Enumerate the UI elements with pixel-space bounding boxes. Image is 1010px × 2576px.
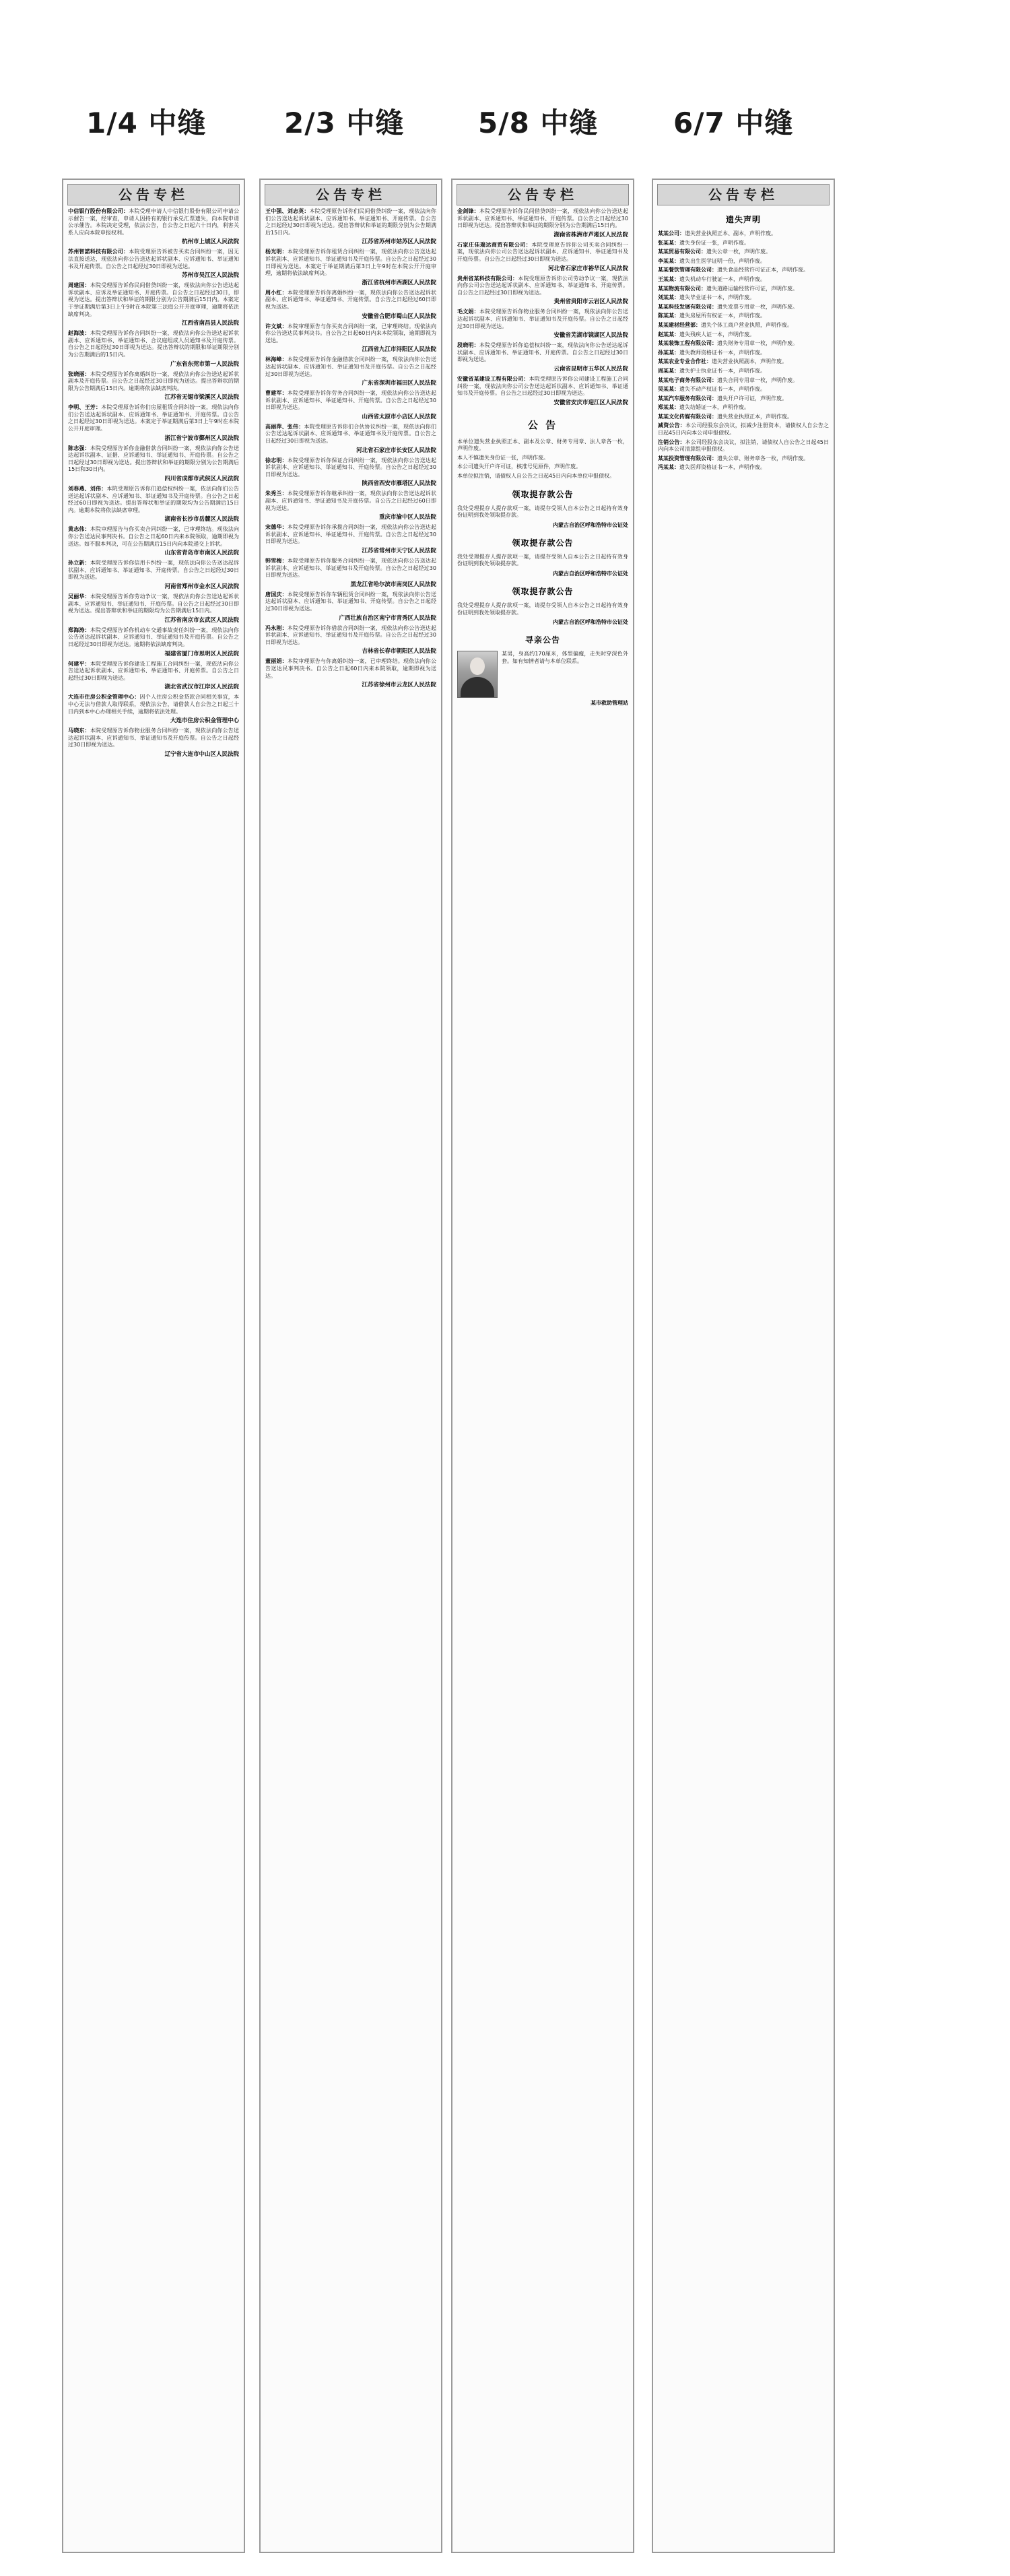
notice-text: 本院受理原告诉你保证合同纠纷一案，现依法向你公告送达起诉状副本、应诉通知书、举证通知书、开庭传票。自公告之日起经过30日即视为送达。 xyxy=(265,457,437,478)
notice-text: 本院受理申请人中信银行股份有限公司申请公示催告一案，经审查，申请人因持有的银行承兑汇票遗失，向本院申请公示催告。本院决定受理，依法公告，自公告之日起六十日内，利害关系人应向本院申报权利。 xyxy=(68,208,240,236)
notice-paragraph xyxy=(265,457,436,479)
column-body xyxy=(63,208,244,759)
notice-paragraph xyxy=(658,331,829,339)
notice-column-1 xyxy=(62,179,245,2553)
notice-addressee: 某某建材经营部： xyxy=(658,321,701,328)
court-name: 山西省太原市小店区人民法院 xyxy=(362,413,436,420)
notice-paragraph xyxy=(68,661,239,682)
notice-column-3 xyxy=(451,179,634,2553)
court-name: 江苏省无锡市梁溪区人民法院 xyxy=(164,394,239,401)
notice-paragraph xyxy=(658,455,829,463)
court-name: 福建省厦门市思明区人民法院 xyxy=(164,650,239,657)
notice-text: 本院受理原告诉你劳动争议一案，现依法向你公告送达起诉状副本、应诉通知书、举证通知书、开庭传票。自公告之日起经过30日即视为送达。提出答辩状和举证的期限均为公告期满后15日内。 xyxy=(68,593,240,614)
notice-text: 遗失道路运输经营许可证，声明作废。 xyxy=(706,285,798,292)
notice-paragraph xyxy=(68,526,239,548)
notice-addressee: 某某贸易有限公司： xyxy=(658,249,706,255)
column-body xyxy=(261,208,441,689)
notice-text: 本院审理原告与你离婚纠纷一案，已审理终结。现依法向你公告送达民事判决书。自公告之日起60日内来本院领取，逾期即视为送达。 xyxy=(265,658,437,679)
claim-text: 我处受理提存人提存款项一案，请提存受领人自本公告之日起持有效身份证明到我处领取提存款。 xyxy=(457,505,628,519)
court-name: 湖南省株洲市芦淞区人民法院 xyxy=(553,231,628,238)
notice-addressee: 某某物流有限公司： xyxy=(658,285,706,292)
notice-paragraph xyxy=(658,340,829,348)
notice-addressee: 周建国： xyxy=(68,282,90,289)
notice-paragraph xyxy=(265,625,436,647)
column-body xyxy=(653,214,834,472)
notice-text: 本院受理原告诉你们合伙协议纠纷一案，现依法向你们公告送达起诉状副本、应诉通知书、举证通知书及开庭传票。自公告之日起经过30日即视为送达。 xyxy=(265,423,437,445)
notice-addressee: 陈某某： xyxy=(658,313,679,319)
missing-person-signature: 某市救助管理站 xyxy=(591,700,628,707)
notice-paragraph xyxy=(658,414,829,421)
fold-label-1: 1/4 中缝 xyxy=(86,106,207,139)
court-name: 河北省石家庄市裕华区人民法院 xyxy=(547,265,628,272)
notice-paragraph xyxy=(457,276,628,297)
fold-label-3: 5/8 中缝 xyxy=(478,106,599,139)
notice-addressee: 陈志强： xyxy=(68,445,90,451)
notice-text: 本院受理原告诉你合同纠纷一案，现依法向你公告送达起诉状副本、应诉通知书、举证通知书、合议庭组成人员通知书及开庭传票。自公告之日起经过30日即视为送达。提出答辩状的期限和举证期限分别为公告期满后的15日内。 xyxy=(68,330,240,358)
claim-heading: 领取提存款公告 xyxy=(512,538,574,548)
notice-text: 遗失身份证一张，声明作废。 xyxy=(679,239,749,246)
notice-text: 遗失开户许可证，声明作废。 xyxy=(717,395,787,401)
notice-text: 因个人住房公积金贷款合同相关事宜，本中心无法与借款人取得联系，现依法公告，请借款人自公告之日起三十日内到本中心办理相关手续，逾期将依法处理。 xyxy=(68,694,240,715)
notice-paragraph xyxy=(68,593,239,615)
notice-paragraph xyxy=(658,294,829,302)
court-name: 安徽省芜湖市镜湖区人民法院 xyxy=(553,332,628,340)
court-name: 江苏省徐州市云龙区人民法院 xyxy=(362,682,436,689)
section-heading: 遗失声明 xyxy=(725,215,761,224)
notice-text: 遗失医师资格证书一本，声明作废。 xyxy=(679,464,766,471)
court-name: 江西省南昌县人民法院 xyxy=(181,320,239,327)
notice-paragraph xyxy=(658,313,829,320)
notice-text: 本院审理原告与你买卖合同纠纷一案，已审理终结。现依法向你公告送达民事判决书。自公告之日起60日内来本院领取，逾期即视为送达。如不服本判决，可在公告期满后15日内向本院递交上诉状。 xyxy=(68,526,240,547)
notice-text: 本院受理原告诉你公司买卖合同纠纷一案，现依法向你公司公告送达起诉状副本、应诉通知书、举证通知书及开庭传票。自公告之日起经过30日即视为送达。 xyxy=(457,241,629,262)
claim-heading: 领取提存款公告 xyxy=(512,587,574,597)
notice-paragraph xyxy=(658,286,829,293)
notice-paragraph xyxy=(68,371,239,393)
notice-addressee: 张某某： xyxy=(658,239,679,246)
notice-text: 本院受理原告诉你金融借款合同纠纷一案，现依法向你公告送达起诉状副本、证据、应诉通知书、举证通知书、开庭传票。自公告之日起经过30日即视为送达。提出答辩状和举证的期限分别为公告期满后15日和30日内。 xyxy=(68,445,240,473)
claim-text: 我处受理提存人提存款项一案，请提存受领人自本公告之日起持有效身份证明到我处领取提存款。 xyxy=(457,602,628,616)
missing-person-text: 某男，身高约170厘米，体型偏瘦，走失时穿深色外套。如有知情者请与本单位联系。 xyxy=(502,651,628,664)
notice-text: 遗失护士执业证书一本，声明作废。 xyxy=(679,367,766,374)
notice-text: 遗失食品经营许可证正本，声明作废。 xyxy=(717,267,809,273)
notice-paragraph xyxy=(265,558,436,579)
announcement-paragraph: 本人不慎遗失身份证一张，声明作废。 xyxy=(457,454,549,461)
notice-addressee: 郑某某： xyxy=(658,404,679,411)
column-body xyxy=(452,208,633,707)
notice-addressee: 孙某某： xyxy=(658,349,679,356)
court-name: 云南省昆明市五华区人民法院 xyxy=(553,365,628,373)
notice-paragraph xyxy=(658,276,829,284)
notice-paragraph xyxy=(68,404,239,432)
notice-paragraph xyxy=(457,376,628,397)
column-header: 公告专栏 xyxy=(457,184,629,205)
notice-addressee: 段晓明： xyxy=(457,342,479,349)
claim-signature: 内蒙古自治区呼和浩特市公证处 xyxy=(553,571,628,577)
notice-paragraph xyxy=(265,490,436,512)
notice-paragraph xyxy=(68,560,239,581)
notice-paragraph xyxy=(658,230,829,238)
notice-text: 本院受理原告诉你们民间借贷纠纷一案，现依法向你们公告送达起诉状副本、应诉通知书、举证通知书、开庭传票。自公告之日起经过30日即视为送达。提出答辩状和举证的期限分别为公告期满后15日内。 xyxy=(265,208,437,236)
notice-text: 本院受理原告诉你租赁合同纠纷一案，现依法向你公告送达起诉状副本、应诉通知书、举证通知书及开庭传票。自公告之日起经过30日即视为送达。本案定于举证期满后第3日上午9时在本院公开开庭审理，逾期将依法缺席判决。 xyxy=(265,249,437,277)
notice-text: 遗失营业执照正本，声明作废。 xyxy=(717,413,793,420)
notice-text: 遗失残疾人证一本，声明作废。 xyxy=(679,331,755,337)
notice-addressee: 苏州智諾科技有限公司： xyxy=(68,249,129,255)
claim-signature: 内蒙古自治区呼和浩特市公证处 xyxy=(553,521,628,528)
notice-paragraph xyxy=(68,249,239,270)
announcement-paragraph: 本单位拟注销，请债权人自公告之日起45日内向本单位申报债权。 xyxy=(457,473,615,480)
notice-text: 本院审理原告与你买卖合同纠纷一案，已审理终结。现依法向你公告送达民事判决书。自公告之日起60日内来本院领取，逾期即视为送达。 xyxy=(265,323,437,344)
court-name: 江苏省常州市天宁区人民法院 xyxy=(362,548,436,554)
notice-addressee: 吴某某： xyxy=(658,386,679,393)
notice-paragraph xyxy=(68,694,239,715)
notice-addressee: 吴丽华： xyxy=(68,593,90,600)
notice-text: 遗失不动产权证书一本，声明作废。 xyxy=(679,386,766,393)
court-name: 杭州市上城区人民法院 xyxy=(181,238,239,246)
notice-addressee: 安徽省某建设工程有限公司： xyxy=(457,375,529,382)
notice-addressee: 某某电子商务有限公司： xyxy=(658,377,717,383)
notice-addressee: 李某某： xyxy=(658,257,679,264)
notice-text: 遗失公章、财务章各一枚，声明作废。 xyxy=(717,455,809,461)
notice-addressee: 宋德华： xyxy=(265,524,288,531)
notice-addressee: 徐志明： xyxy=(265,457,288,463)
notice-text: 本院受理原告诉被告买卖合同纠纷一案，因无法直接送达，现依法向你公告送达起诉状副本、应诉通知书、举证通知书及开庭传票。自公告之日起经过30日即视为送达。 xyxy=(68,249,240,269)
column-header: 公告专栏 xyxy=(657,184,830,205)
notice-paragraph xyxy=(658,368,829,375)
court-name: 江西省九江市浔阳区人民法院 xyxy=(362,346,436,354)
notice-text: 本院受理原告诉你离婚纠纷一案，现依法向你公告送达起诉状副本、应诉通知书、举证通知书、开庭传票。自公告之日起经过60日即视为送达。 xyxy=(265,289,437,310)
notice-addressee: 曹建军： xyxy=(265,390,288,397)
fold-label-4: 6/7 中缝 xyxy=(673,106,794,139)
notice-addressee: 某某餐饮管理有限公司： xyxy=(658,267,717,273)
notice-addressee: 唐国庆： xyxy=(265,591,288,598)
notice-paragraph xyxy=(457,242,628,263)
notice-addressee: 冯某某： xyxy=(658,464,679,471)
notice-paragraph xyxy=(68,330,239,358)
notice-paragraph xyxy=(658,240,829,247)
notice-text: 本院受理原告诉你离婚纠纷一案，现依法向你公告送达起诉状副本及开庭传票。自公告之日起经过30日即视为送达。提出答辩状的期限为公告期满后15日内。逾期将依法缺席判决。 xyxy=(68,371,240,391)
notice-paragraph xyxy=(265,424,436,445)
notice-paragraph xyxy=(265,524,436,546)
court-name: 陕西省西安市雁塔区人民法院 xyxy=(362,480,436,488)
announcement-paragraph: 本公司遗失开户许可证，核准号见原件，声明作废。 xyxy=(457,463,581,470)
announcement-paragraph: 本单位遗失营业执照正本、副本及公章、财务专用章、法人章各一枚，声明作废。 xyxy=(457,438,628,452)
notice-addressee: 韩雪梅： xyxy=(265,558,288,564)
notice-text: 本院受理原告诉你车辆租赁合同纠纷一案，现依法向你公告送达起诉状副本、应诉通知书、举证通知书、开庭传票。自公告之日起经过30日即视为送达。 xyxy=(265,591,437,612)
notice-addressee: 刘某某： xyxy=(658,294,679,301)
missing-person-row xyxy=(457,651,628,698)
notice-paragraph xyxy=(265,390,436,412)
notice-text: 本公司经股东会决议，拟注销，请债权人自公告之日起45日内向本公司清算组申报债权。 xyxy=(658,439,829,453)
notice-text: 本院受理原告诉你服务合同纠纷一案，现依法向你公告送达起诉状副本、应诉通知书、举证通知书及开庭传票。自公告之日起经过30日即视为送达。 xyxy=(265,558,437,579)
court-name: 广东省东莞市第一人民法院 xyxy=(170,360,239,368)
notice-paragraph xyxy=(265,249,436,277)
notice-addressee: 黄志伟： xyxy=(68,526,90,533)
notice-paragraph xyxy=(658,322,829,329)
notice-addressee: 毛文娟： xyxy=(457,309,479,315)
notice-text: 遗失出生医学证明一份，声明作废。 xyxy=(679,257,766,264)
missing-person-heading: 寻亲公告 xyxy=(525,635,560,645)
court-name: 大连市住房公积金管理中心 xyxy=(170,717,239,725)
notice-addressee: 金剑锋： xyxy=(457,208,479,214)
notice-addressee: 中信银行股份有限公司： xyxy=(68,208,129,214)
notice-text: 本院受理原告诉你公司劳动争议一案，现依法向你公司公告送达起诉状副本、应诉通知书、举证通知书、开庭传票。自公告之日起经过30日即视为送达。 xyxy=(457,275,629,296)
notice-addressee: 某某汽车服务有限公司： xyxy=(658,395,717,401)
notice-text: 本公司经股东会决议，拟减少注册资本，请债权人自公告之日起45日内向本公司申报债权。 xyxy=(658,422,829,437)
notice-text: 遗失机动车行驶证一本，声明作废。 xyxy=(679,276,766,282)
notice-paragraph xyxy=(68,627,239,649)
notice-paragraph xyxy=(265,290,436,311)
court-name: 河北省石家庄市长安区人民法院 xyxy=(356,447,436,454)
notice-paragraph xyxy=(658,422,829,437)
notice-paragraph xyxy=(265,356,436,378)
notice-paragraph xyxy=(658,267,829,274)
photo-head xyxy=(470,657,485,675)
notice-text: 遗失个体工商户营业执照，声明作废。 xyxy=(701,321,793,328)
notice-paragraph xyxy=(265,208,436,236)
claim-text: 我处受理提存人提存款项一案，请提存受领人自本公告之日起持有效身份证明到我处领取提存款。 xyxy=(457,553,628,567)
notice-text: 遗失公章一枚，声明作废。 xyxy=(706,249,771,255)
notice-paragraph xyxy=(68,445,239,474)
notice-addressee: 某某文化传媒有限公司： xyxy=(658,413,717,420)
notice-addressee: 石家庄佳瑞达商贸有限公司： xyxy=(457,241,532,248)
photo-shoulders xyxy=(461,677,494,698)
notice-text: 遗失毕业证书一本，声明作废。 xyxy=(679,294,755,301)
notice-paragraph xyxy=(265,658,436,680)
notice-paragraph xyxy=(265,323,436,345)
notice-addressee: 孙立新： xyxy=(68,560,90,567)
court-name: 河南省郑州市金水区人民法院 xyxy=(164,583,239,590)
notice-text: 本院受理原告诉你们追偿权纠纷一案，依法向你们公告送达起诉状副本、应诉通知书、举证通知书及开庭传票。自公告之日起经过60日即视为送达。提出答辩状和举证的期限均为公告期满后15日内。逾期本院将依法缺席审理。 xyxy=(68,486,240,513)
notice-text: 遗失合同专用章一枚，声明作废。 xyxy=(717,377,798,383)
notice-addressee: 某某公司： xyxy=(658,230,685,236)
court-name: 四川省成都市武侯区人民法院 xyxy=(164,476,239,483)
notice-addressee: 周某某： xyxy=(658,367,679,374)
court-name: 江苏省南京市玄武区人民法院 xyxy=(164,616,239,624)
notice-addressee: 周小红： xyxy=(265,289,288,296)
notice-paragraph xyxy=(68,728,239,749)
claim-signature: 内蒙古自治区呼和浩特市公证处 xyxy=(553,619,628,626)
court-name: 江苏省苏州市姑苏区人民法院 xyxy=(362,238,436,246)
notice-text: 本院受理原告诉你物业服务合同纠纷一案，现依法向你公告送达起诉状副本、应诉通知书、举证通知书及开庭传票。自公告之日起经过30日即视为送达。 xyxy=(68,728,240,748)
notice-paragraph xyxy=(68,208,239,236)
notice-text: 本院受理原告诉你物业服务合同纠纷一案，现依法向你公告送达起诉状副本、应诉通知书、举证通知书及开庭传票。自公告之日起经过30日即视为送达。 xyxy=(457,309,629,329)
notice-addressee: 某某装饰工程有限公司： xyxy=(658,340,717,347)
notice-paragraph xyxy=(658,464,829,472)
notice-paragraph xyxy=(658,304,829,311)
notice-addressee: 李明、王芳： xyxy=(68,404,102,411)
notice-text: 本院受理原告诉你民间借贷纠纷一案，现依法向你公告送达起诉状副本、应诉通知书、举证通知书、开庭传票。自公告之日起经过30日即视为送达。提出答辩状和举证的期限分别为公告期满后15日内。 xyxy=(457,208,629,229)
notice-addressee: 何建平： xyxy=(68,660,90,667)
notice-paragraph xyxy=(457,309,628,330)
notice-addressee: 某某投资管理有限公司： xyxy=(658,455,717,461)
notice-addressee: 许文斌： xyxy=(265,323,288,329)
notice-addressee: 贵州省某科技有限公司： xyxy=(457,275,518,282)
notice-paragraph xyxy=(658,350,829,357)
notice-addressee: 董丽娟： xyxy=(265,658,288,665)
notice-addressee: 大连市住房公积金管理中心： xyxy=(68,694,140,701)
notice-text: 本院受理原告诉你们房屋租赁合同纠纷一案，现依法向你们公告送达起诉状副本、应诉通知书、举证通知书、开庭传票。自公告之日起经过30日即视为送达。本案定于举证期满后第3日上午9时在本院公开开庭审理。 xyxy=(68,404,240,432)
notice-paragraph xyxy=(658,395,829,403)
notice-text: 遗失结婚证一本，声明作废。 xyxy=(679,404,749,411)
notice-text: 本院受理原告诉你信用卡纠纷一案，现依法向你公告送达起诉状副本、应诉通知书、举证通知书、开庭传票。自公告之日起经过30日即视为送达。 xyxy=(68,560,240,581)
notice-paragraph xyxy=(658,258,829,265)
person-photo xyxy=(457,651,498,698)
announcement-heading: 公 告 xyxy=(527,418,558,431)
notice-addressee: 林海峰： xyxy=(265,356,288,363)
court-name: 浙江省杭州市西湖区人民法院 xyxy=(362,279,436,286)
notice-text: 遗失发票专用章一枚，声明作废。 xyxy=(717,303,798,310)
notice-paragraph xyxy=(658,386,829,393)
notice-paragraph xyxy=(68,486,239,514)
notice-addressee: 赵某某： xyxy=(658,331,679,337)
court-name: 安徽省安庆市迎江区人民法院 xyxy=(553,399,628,406)
notice-addressee: 马晓东： xyxy=(68,728,90,734)
notice-addressee: 张晓丽： xyxy=(68,371,90,377)
notice-addressee: 某某科技发展有限公司： xyxy=(658,303,717,310)
court-name: 辽宁省大连市中山区人民法院 xyxy=(164,750,239,758)
notice-text: 本院受理原告诉你建设工程施工合同纠纷一案，现依法向你公告送达起诉状副本、应诉通知书、举证通知书、开庭传票。自公告之日起经过30日即视为送达。 xyxy=(68,660,240,681)
notice-paragraph xyxy=(658,404,829,412)
notice-addressee: 王某某： xyxy=(658,276,679,282)
notice-text: 本院受理原告诉你承揽合同纠纷一案，现依法向你公告送达起诉状副本、应诉通知书、举证通知书、开庭传票。自公告之日起经过30日即视为送达。 xyxy=(265,524,437,545)
notice-text: 遗失营业执照副本，声明作废。 xyxy=(712,358,787,365)
notice-paragraph xyxy=(457,208,628,230)
court-name: 安徽省合肥市蜀山区人民法院 xyxy=(362,313,436,320)
court-name: 湖南省长沙市岳麓区人民法院 xyxy=(164,516,239,523)
notice-paragraph xyxy=(265,591,436,613)
notice-column-2 xyxy=(259,179,442,2553)
notice-addressee: 赵海波： xyxy=(68,330,90,337)
notice-column-4 xyxy=(652,179,835,2553)
court-name: 重庆市渝中区人民法院 xyxy=(378,514,436,521)
notice-text: 遗失营业执照正本、副本，声明作废。 xyxy=(685,230,776,236)
notice-addressee: 杨光明： xyxy=(265,249,288,255)
court-name: 广西壮族自治区南宁市青秀区人民法院 xyxy=(339,614,436,622)
court-name: 黑龙江省哈尔滨市南岗区人民法院 xyxy=(350,581,436,588)
notice-text: 本院受理原告诉你继承纠纷一案，现依法向你公告送达起诉状副本、应诉通知书、举证通知书及开庭传票。自公告之日起经过60日即视为送达。 xyxy=(265,490,437,511)
notice-addressee: 冯永刚： xyxy=(265,624,288,631)
notice-addressee: 朱秀兰： xyxy=(265,490,288,497)
fold-label-2: 2/3 中缝 xyxy=(284,106,405,139)
notice-paragraph xyxy=(658,439,829,453)
court-name: 苏州市吴江区人民法院 xyxy=(181,272,239,280)
notice-addressee: 某某农业专业合作社： xyxy=(658,358,712,365)
notice-text: 遗失教师资格证书一本，声明作废。 xyxy=(679,349,766,356)
notice-text: 本院受理原告诉你追偿权纠纷一案，现依法向你公告送达起诉状副本、应诉通知书、举证通知书、开庭传票。自公告之日起经过30日即视为送达。 xyxy=(457,342,629,363)
notice-addressee: 王中强、刘志英： xyxy=(265,208,310,214)
court-name: 浙江省宁波市鄞州区人民法院 xyxy=(164,434,239,442)
notice-text: 遗失房屋所有权证一本，声明作废。 xyxy=(679,313,766,319)
notice-text: 本院受理原告诉你金融借款合同纠纷一案，现依法向你公告送达起诉状副本、应诉通知书、举证通知书及开庭传票。自公告之日起经过30日即视为送达。 xyxy=(265,356,437,377)
notice-text: 本院受理原告诉你公司建设工程施工合同纠纷一案，现依法向你公司公告送达起诉状副本、应诉通知书、举证通知书及开庭传票。自公告之日起经过30日即视为送达。 xyxy=(457,375,629,397)
notice-text: 遗失财务专用章一枚，声明作废。 xyxy=(717,340,798,347)
column-header: 公告专栏 xyxy=(67,184,240,205)
notice-paragraph xyxy=(658,358,829,366)
notice-text: 本院受理原告诉你借款合同纠纷一案，现依法向你公告送达起诉状副本、应诉通知书、举证通知书及开庭传票。自公告之日起经过30日即视为送达。 xyxy=(265,624,437,645)
notice-paragraph xyxy=(658,249,829,256)
notice-addressee: 注销公告： xyxy=(658,439,685,445)
notice-text: 本院受理原告诉你劳务合同纠纷一案，现依法向你公告送达起诉状副本、应诉通知书、举证通知书、开庭传票。自公告之日起经过30日即视为送达。 xyxy=(265,390,437,411)
notice-addressee: 刘春燕、刘伟： xyxy=(68,486,107,492)
notice-text: 本院受理原告诉你机动车交通事故责任纠纷一案，现依法向你公告送达起诉状副本、应诉通知书、举证通知书及开庭传票。自公告之日起经过30日即视为送达。逾期将依法缺席判决。 xyxy=(68,626,240,647)
court-name: 山东省青岛市市南区人民法院 xyxy=(164,550,239,557)
notice-paragraph xyxy=(658,377,829,385)
notice-addressee: 减资公告： xyxy=(658,422,685,429)
claim-heading: 领取提存款公告 xyxy=(512,489,574,499)
notice-addressee: 郑海涛： xyxy=(68,626,90,633)
court-name: 广东省深圳市福田区人民法院 xyxy=(362,380,436,387)
notice-paragraph xyxy=(457,342,628,364)
notice-addressee: 高丽萍、张伟： xyxy=(265,423,304,430)
notice-paragraph xyxy=(68,282,239,318)
court-name: 湖北省武汉市江岸区人民法院 xyxy=(164,684,239,691)
notice-text: 本院受理原告诉你民间借贷纠纷一案，现依法向你公告送达起诉状副本、应诉及举证通知书、开庭传票。自公告之日起经过30日，即视为送达。提出答辩状和举证的期限分别为公告期满后15日内。本案定于举证期满后第3日上午9时在本院第三法庭公开开庭审理，逾期将依法缺席判决。 xyxy=(68,282,240,317)
court-name: 吉林省长春市朝阳区人民法院 xyxy=(362,648,436,655)
court-name: 贵州省贵阳市云岩区人民法院 xyxy=(553,298,628,306)
column-header: 公告专栏 xyxy=(265,184,437,205)
